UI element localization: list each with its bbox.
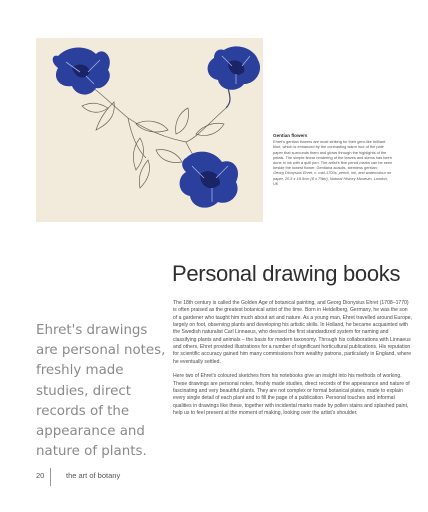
footer-divider [50, 468, 51, 486]
page-footer [0, 468, 428, 488]
caption-body: Ehret's gentian flowers are most striking for their gem-like brilliant blue, which is enhanced by the contrasting warm hue of the pale paper that surrounds them and glows through the highlights of the petals. The simple linear rendering of the leaves and stems has been done in ink with a quill pen. The artist's fine pencil marks can be seen beside the lowest flower. Gentiana acaulis, stemless gentian; [273, 139, 393, 171]
gentian-drawing [36, 38, 263, 222]
running-title: the art of botany [66, 471, 121, 480]
page-number: 20 [36, 471, 45, 480]
body-paragraph: Here two of Ehret's coloured sketches from his notebooks give an insight into his methods of working. These drawings are personal notes, freshly made studies, direct records of the appearance and nature of fascinating and very beautiful plants. They are not complex or formal botanical plates, made to explain every single detail of each plant and to fill the page of a publication. Personal touches and informal qualities in drawings like these, together with incidental marks made by pollen stains and splashed paint, help us to feel present at the moment of making, looking over the artist's shoulder. [173, 373, 410, 417]
pull-quote: Ehret's drawings are personal notes, freshly made studies, direct records of the appearance and nature of plants. [36, 323, 166, 460]
body-text [173, 300, 413, 425]
caption-credit: Georg Dionysius Ehret, c. mid-1700s, pencil, ink, and watercolour on paper, 20.5 x 19.5cm (8 x 7⅝in), Natural History Museum, London, UK [273, 170, 392, 186]
section-heading: Personal drawing books [172, 261, 401, 286]
figure-caption [273, 133, 393, 186]
caption-title: Gentian flowers [273, 133, 308, 138]
body-paragraph: The 18th century is called the Golden Age of botanical painting, and Georg Dionysius Ehret (1708–1770) is often praised as the greatest botanical artist of the time. Born in Heidelberg, Germany, he was the son of a gardener who taught him much about art and nature. As a young man, Ehret travelled around Europe, largely on foot, observing plants and developing his artistic skills. In Holland, he became acquainted with the Swedish naturalist Carl Linnaeus, who devised the first standardized system for naming and classifying plants and animals – the basis for modern taxonomy. Through his collaborations with Linnaeus and others, Ehret provided illustrations for a number of significant horticultural publications. His reputation for scientific accuracy gained him many commissions from wealthy patrons, particularly in England, where he eventually settled. [173, 300, 412, 365]
gentian-illustration [36, 38, 263, 222]
